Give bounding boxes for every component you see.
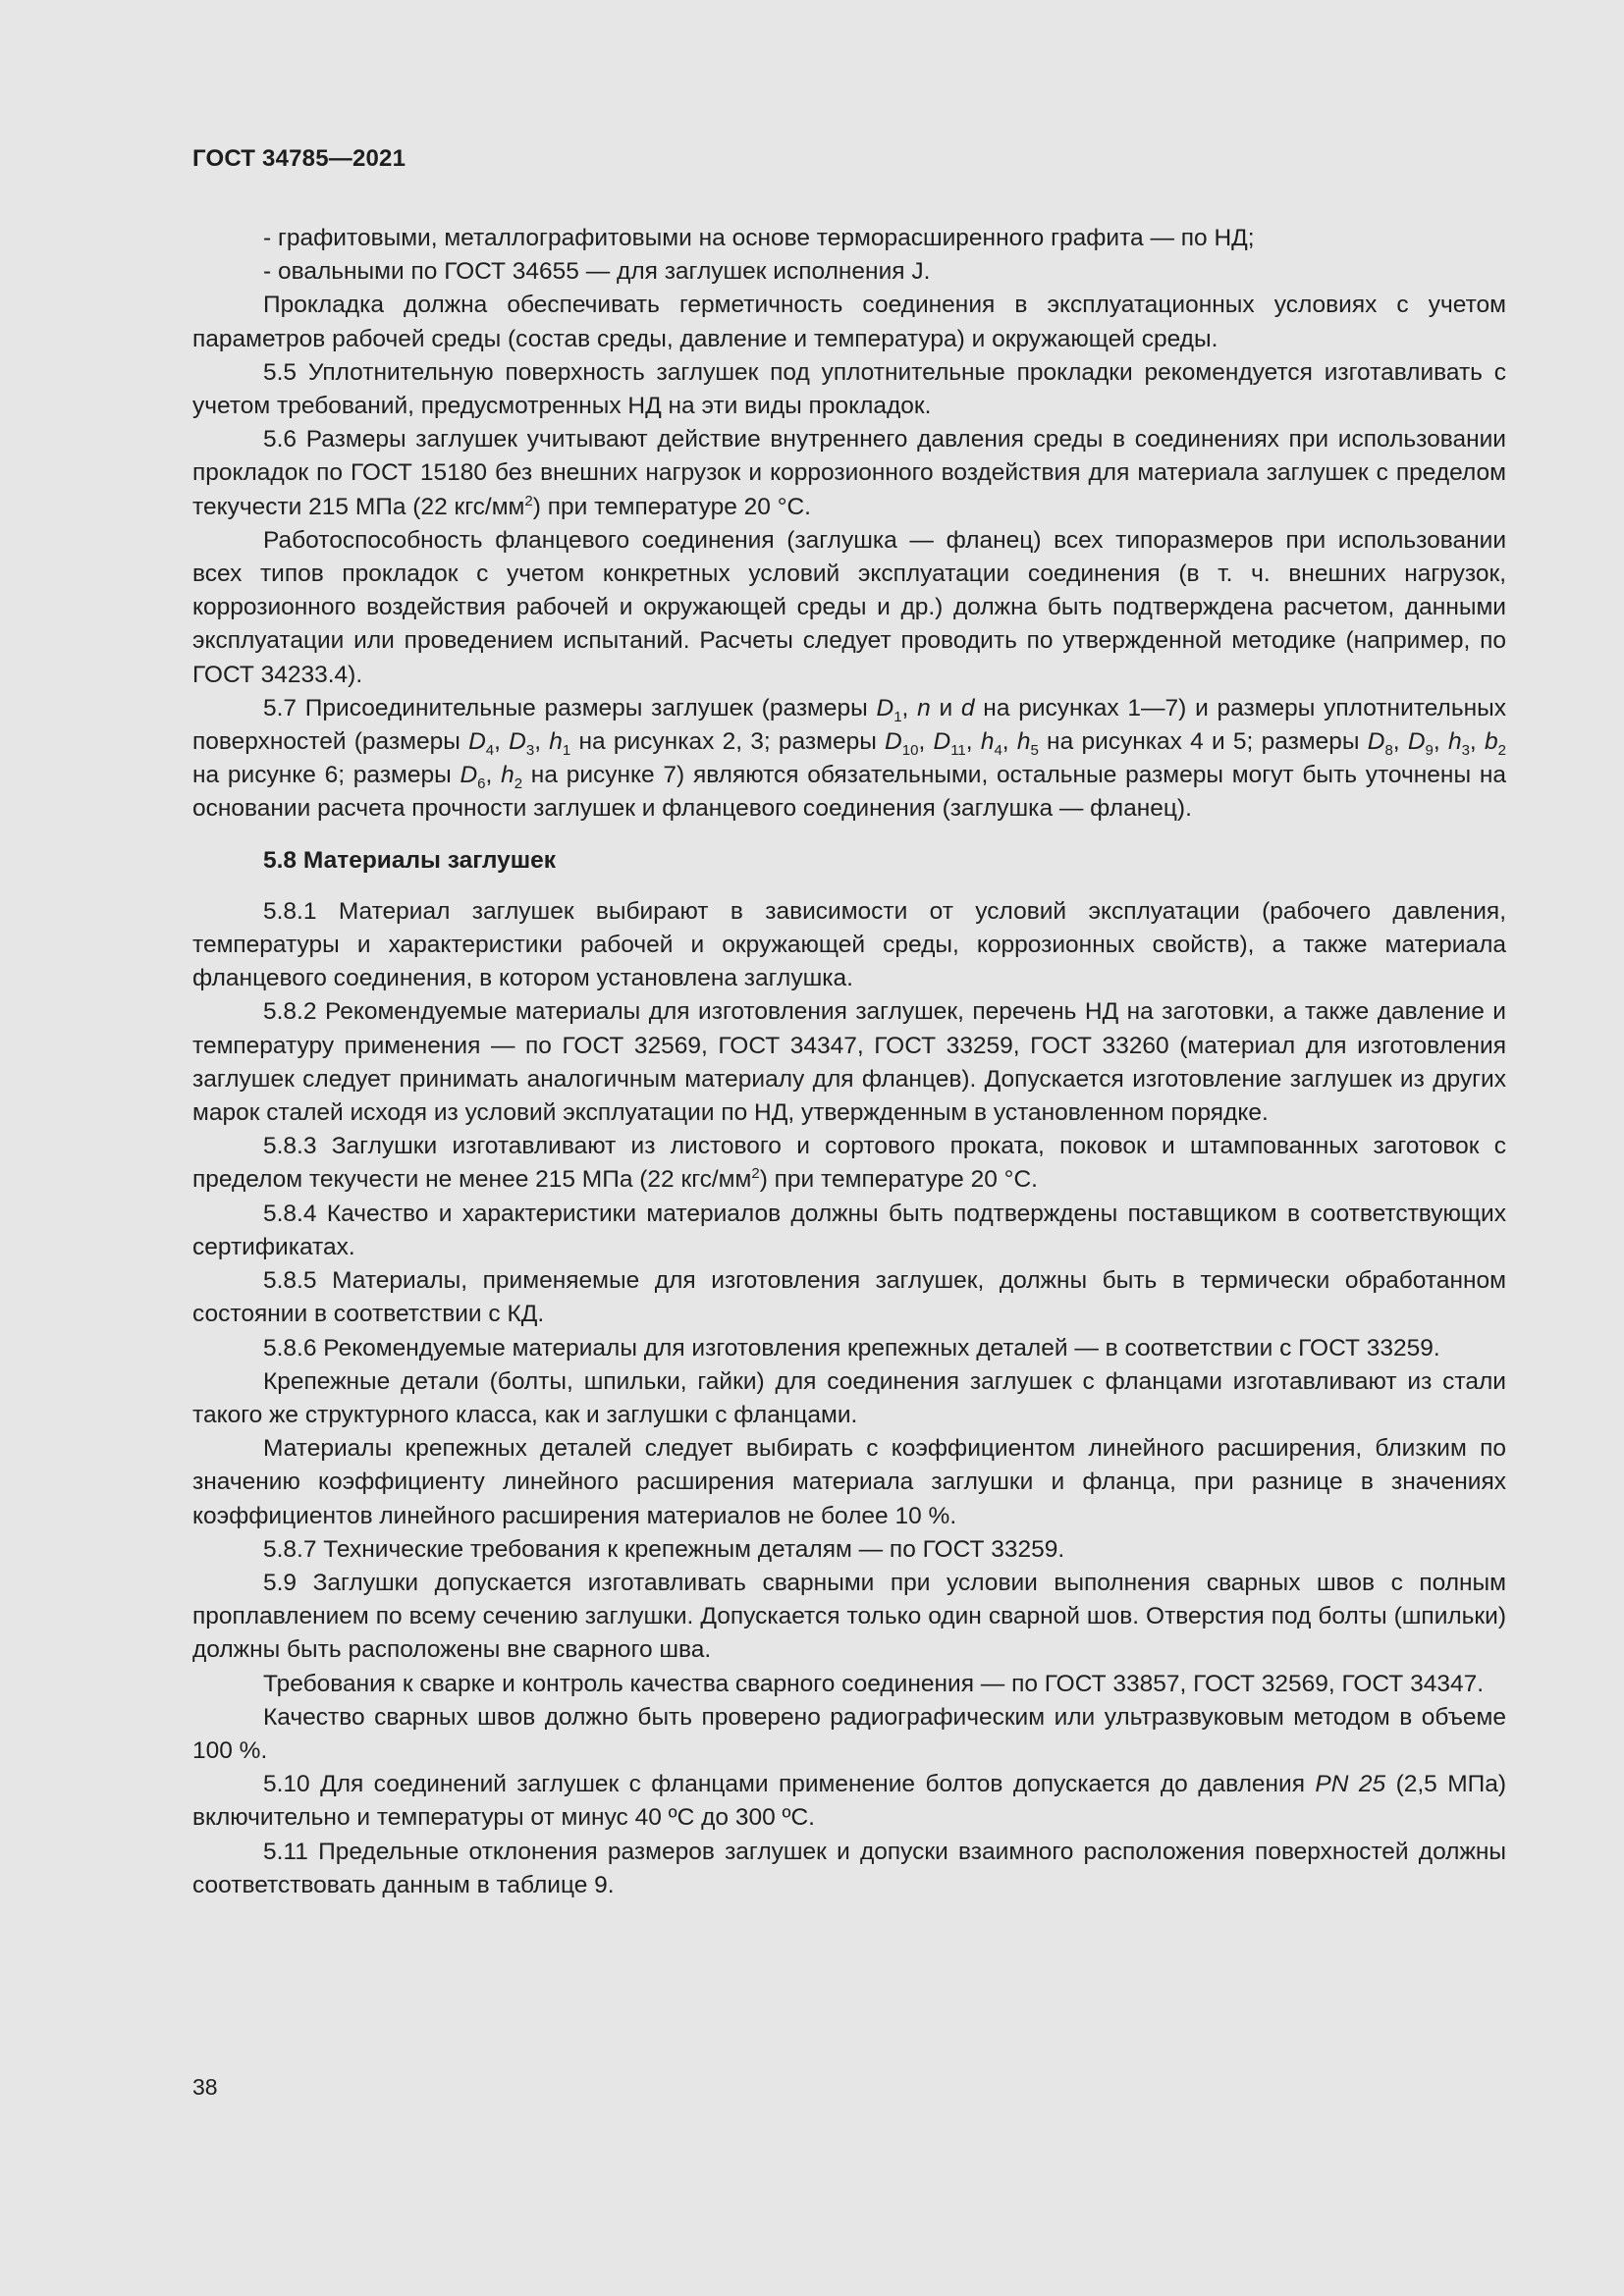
text-run: 5.7 Присоединительные размеры заглушек (размеры xyxy=(263,694,877,721)
emphasis: PN 25 xyxy=(1315,1771,1386,1798)
subscript: 1 xyxy=(562,741,571,759)
text-run: 5.10 Для соединений заглушек с фланцами применение болтов допускается до давления xyxy=(263,1771,1316,1798)
variable: h xyxy=(1447,728,1462,756)
paragraph xyxy=(192,1130,1506,1197)
text-run: , xyxy=(1433,728,1448,756)
superscript: 2 xyxy=(751,1165,760,1183)
variable: b xyxy=(1484,728,1498,756)
subscript: 4 xyxy=(994,741,1002,759)
text-run: (2,5 МПа) включительно и температуры от минус 40 ºС до 300 ºС. xyxy=(192,1771,1507,1832)
text-run: ) при температуре 20 °С. xyxy=(532,493,811,520)
subscript: 6 xyxy=(477,775,486,793)
paragraph: 5.8.2 Рекомендуемые материалы для изготовления заглушек, перечень НД на заготовки, а также давление и температуру применения — по ГОСТ 32569, ГОСТ 34347, ГОСТ 33259, ГОСТ 33260 (материал для изготовления заглушек следует принимать аналогичным материалу для фланцев). Допускается изготовление заглушек из других марок сталей исходя из условий эксплуатации по НД, утвержденным в установленном порядке. xyxy=(192,998,1506,1127)
paragraph: - графитовыми, металлографитовыми на основе терморасширенного графита — по НД; xyxy=(263,225,1255,251)
text-run: ) при температуре 20 °С. xyxy=(759,1166,1038,1194)
variable: D xyxy=(876,694,894,721)
variable: h xyxy=(549,728,563,756)
superscript: 2 xyxy=(524,492,533,509)
subscript: 4 xyxy=(485,741,495,759)
page-number: 38 xyxy=(192,2074,218,2100)
paragraph: 5.11 Предельные отклонения размеров заглушек и допуски взаимного расположения поверхностей должны соответствовать данным в таблице 9. xyxy=(192,1838,1506,1898)
subscript: 5 xyxy=(1030,741,1039,759)
subscript: 3 xyxy=(1461,741,1470,759)
text-run: и xyxy=(930,694,961,721)
text-run: , xyxy=(918,728,934,756)
text-run: на рисунке 6; размеры xyxy=(192,762,460,789)
text-run: , xyxy=(965,728,981,756)
variable: h xyxy=(1016,728,1031,756)
document-header: ГОСТ 34785—2021 xyxy=(192,145,406,172)
document-body xyxy=(192,222,1506,1902)
variable: D xyxy=(1367,728,1385,756)
paragraph: Качество сварных швов должно быть проверено радиографическим или ультразвуковым методом в объеме 100 %. xyxy=(192,1703,1506,1764)
text-run: на рисунках 2, 3; размеры xyxy=(570,728,886,756)
paragraph: 5.8.4 Качество и характеристики материалов должны быть подтверждены поставщиком в соответствующих сертификатах. xyxy=(192,1200,1506,1260)
paragraph xyxy=(192,692,1506,827)
variable: D xyxy=(885,728,902,756)
text-run: , xyxy=(1001,728,1017,756)
paragraph: 5.8.6 Рекомендуемые материалы для изготовления крепежных деталей — в соответствии с ГОСТ 33259. xyxy=(263,1334,1440,1362)
variable: n xyxy=(917,694,931,721)
paragraph: Работоспособность фланцевого соединения (заглушка — фланец) всех типоразмеров при использовании всех типов прокладок с учетом конкретных условий эксплуатации соединения (в т. ч. внешних нагрузок, коррозионного воздействия рабочей и окружающей среды и др.) должна быть подтверждена расчетом, данными эксплуатации или проведением испытаний. Расчеты следует проводить по утвержденной методике (например, по ГОСТ 34233.4). xyxy=(192,526,1506,688)
variable: d xyxy=(960,694,975,721)
text-run: на рисунках 4 и 5; размеры xyxy=(1038,728,1368,756)
subscript: 8 xyxy=(1384,741,1393,759)
variable: D xyxy=(1407,728,1426,756)
variable: h xyxy=(501,762,514,789)
subscript: 11 xyxy=(950,741,966,759)
paragraph: Материалы крепежных деталей следует выбирать с коэффициентом линейного расширения, близким по значению коэффициенту линейного расширения материала заглушки и фланца, при разнице в значениях коэффициентов линейного расширения материалов не более 10 %. xyxy=(192,1435,1506,1529)
paragraph: 5.8.7 Технические требования к крепежным деталям — по ГОСТ 33259. xyxy=(263,1535,1065,1563)
text-run: на рисунке 7) являются обязательными, остальные размеры могут быть уточнены на основании расчета прочности заглушек и фланцевого соединения (заглушка — фланец). xyxy=(192,762,1506,823)
text-run: на рисунках 1—7) и размеры уплотнительных поверхностей (размеры xyxy=(192,694,1506,756)
section-heading: 5.8 Материалы заглушек xyxy=(263,846,557,874)
subscript: 2 xyxy=(1497,741,1506,759)
subscript: 2 xyxy=(514,775,523,793)
text-run: , xyxy=(485,762,502,789)
text-run: 5.6 Размеры заглушек учитывают действие внутреннего давления среды в соединениях при использовании прокладок по ГОСТ 15180 без внешних нагрузок и коррозионного воздействия для материала заглушек с пределом текучести 215 МПа (22 кгс/мм xyxy=(192,426,1506,520)
text-run: , xyxy=(494,728,510,756)
paragraph: 5.8.1 Материал заглушек выбирают в зависимости от условий эксплуатации (рабочего давления, температуры и характеристики рабочей и окружающей среды, коррозионных свойств), а также материала фланцевого соединения, в котором установлена заглушка. xyxy=(192,897,1506,992)
subscript: 9 xyxy=(1425,741,1434,759)
paragraph: Требования к сварке и контроль качества сварного соединения — по ГОСТ 33857, ГОСТ 32569, ГОСТ 34347. xyxy=(263,1670,1485,1697)
text-run: , xyxy=(534,728,550,756)
document-page xyxy=(192,145,1506,1902)
subscript: 3 xyxy=(525,741,535,759)
paragraph: - овальными по ГОСТ 34655 — для заглушек исполнения J. xyxy=(263,258,931,286)
variable: D xyxy=(468,728,486,756)
paragraph: Крепежные детали (болты, шпильки, гайки) для соединения заглушек с фланцами изготавливают из стали такого же структурного класса, как и заглушки с фланцами. xyxy=(192,1367,1506,1428)
text-run: , xyxy=(1469,728,1485,756)
paragraph: 5.5 Уплотнительную поверхность заглушек под уплотнительные прокладки рекомендуется изготавливать с учетом требований, предусмотренных НД на эти виды прокладок. xyxy=(192,358,1506,420)
variable: D xyxy=(460,762,478,789)
paragraph: 5.9 Заглушки допускается изготавливать сварными при условии выполнения сварных швов с полным проплавлением по всему сечению заглушки. Допускается только один сварной шов. Отверстия под болты (шпильки) должны быть расположены вне сварного шва. xyxy=(192,1569,1506,1664)
text-run: , xyxy=(1392,728,1408,756)
text-run: 5.8.3 Заглушки изготавливают из листового и сортового проката, поковок и штампованных заготовок с пределом текучести не менее 215 МПа (22 кгс/мм xyxy=(192,1133,1506,1194)
paragraph: Прокладка должна обеспечивать герметичность соединения в эксплуатационных условиях с учетом параметров рабочей среды (состав среды, давление и температура) и окружающей среды. xyxy=(192,292,1506,352)
paragraph xyxy=(192,1768,1506,1835)
paragraph: 5.8.5 Материалы, применяемые для изготовления заглушек, должны быть в термически обработанном состоянии в соответствии с КД. xyxy=(192,1267,1506,1328)
variable: D xyxy=(509,728,526,756)
paragraph xyxy=(192,423,1506,524)
text-run: , xyxy=(901,694,918,721)
subscript: 1 xyxy=(893,708,902,725)
subscript: 10 xyxy=(901,741,919,759)
variable: D xyxy=(933,728,951,756)
variable: h xyxy=(980,728,995,756)
